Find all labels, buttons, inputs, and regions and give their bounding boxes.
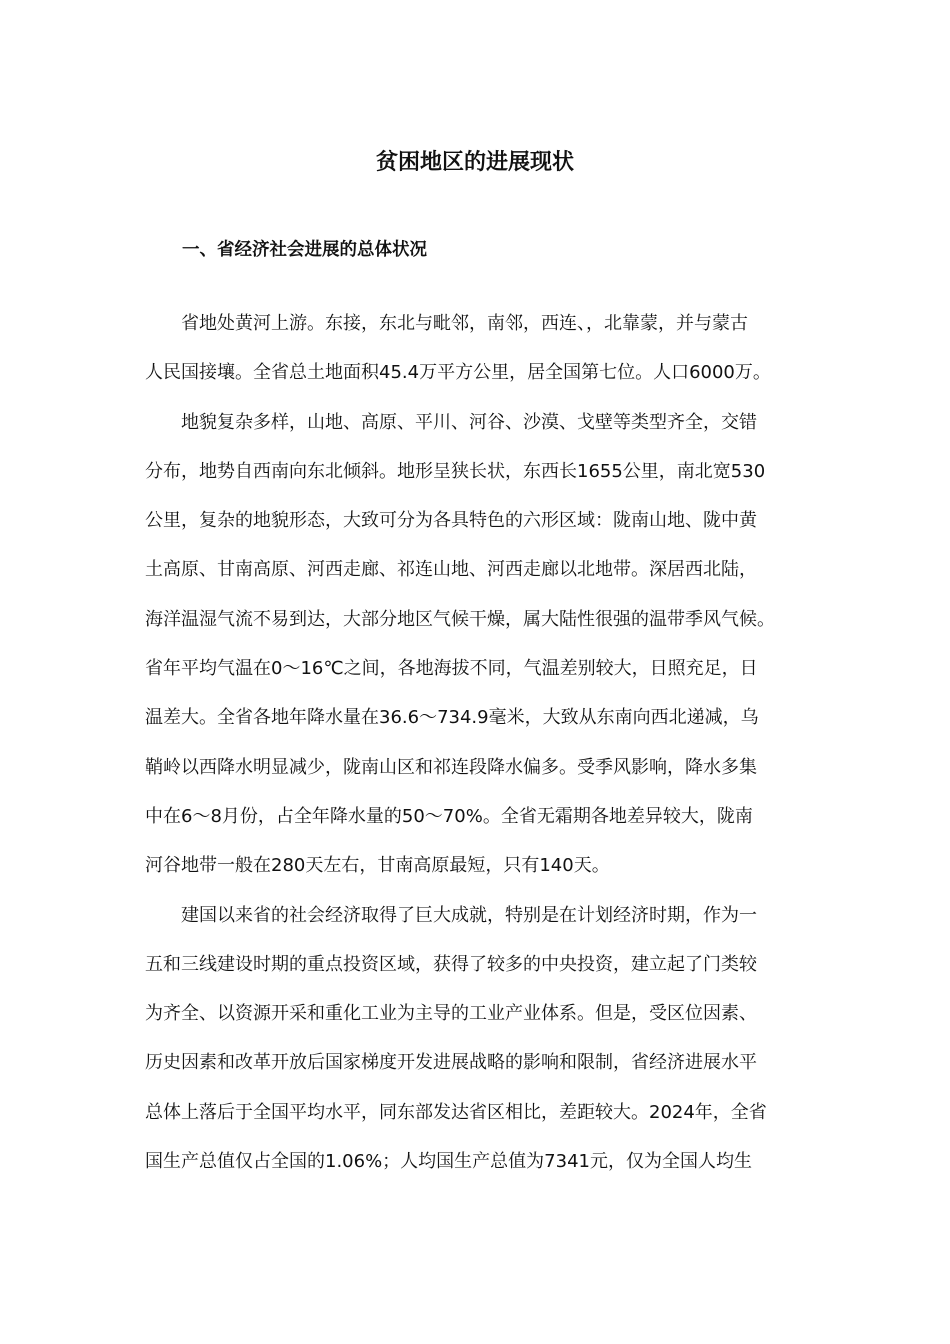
document-title: 贫困地区的进展现状 — [375, 150, 574, 175]
text-line: 温差大。全省各地年降水量在36.6～734.9毫米，大致从东南向西北递减，乌 — [145, 707, 759, 729]
text-line: 省地处黄河上游。东接，东北与毗邻，南邻，西连、，北靠蒙，并与蒙古 — [181, 313, 748, 334]
section-heading: 一、省经济社会进展的总体状况 — [182, 240, 427, 260]
paragraph — [145, 398, 810, 891]
text-line: 历史因素和改革开放后国家梯度开发进展战略的影响和限制，省经济进展水平 — [145, 1052, 757, 1074]
text-line: 人民国接壤。全省总土地面积45.4万平方公里，居全国第七位。人口6000万。 — [145, 362, 771, 384]
text-line: 建国以来省的社会经济取得了巨大成就，特别是在计划经济时期，作为一 — [181, 904, 757, 926]
text-line: 鞘岭以西降水明显减少，陇南山区和祁连段降水偏多。受季风影响，降水多集 — [145, 756, 757, 778]
paragraph — [145, 891, 810, 1187]
text-line: 省年平均气温在0～16℃之间，各地海拔不同，气温差别较大，日照充足，日 — [145, 658, 758, 680]
text-line: 土高原、甘南高原、河西走廊、祁连山地、河西走廊以北地带。深居西北陆， — [145, 559, 757, 581]
text-line: 分布，地势自西南向东北倾斜。地形呈狭长状，东西长1655公里，南北宽530 — [145, 460, 766, 482]
text-line: 海洋温湿气流不易到达，大部分地区气候干燥，属大陆性很强的温带季风气候。 — [145, 608, 775, 630]
text-line: 地貌复杂多样，山地、高原、平川、河谷、沙漠、戈壁等类型齐全，交错 — [181, 411, 757, 433]
text-line: 总体上落后于全国平均水平，同东部发达省区相比，差距较大。2024年，全省 — [145, 1101, 767, 1123]
paragraph — [145, 299, 810, 398]
text-line: 河谷地带一般在280天左右，甘南高原最短，只有140天。 — [145, 855, 610, 877]
text-line: 为齐全、以资源开采和重化工业为主导的工业产业体系。但是，受区位因素、 — [145, 1003, 757, 1025]
body-text — [145, 299, 810, 1186]
text-line: 公里，复杂的地貌形态，大致可分为各具特色的六形区域：陇南山地、陇中黄 — [145, 510, 757, 532]
text-line: 五和三线建设时期的重点投资区域，获得了较多的中央投资，建立起了门类较 — [145, 953, 757, 975]
text-line: 中在6～8月份，占全年降水量的50～70%。全省无霜期各地差异较大，陇南 — [145, 805, 753, 827]
text-line: 国生产总值仅占全国的1.06%；人均国生产总值为7341元，仅为全国人均生 — [145, 1151, 752, 1173]
